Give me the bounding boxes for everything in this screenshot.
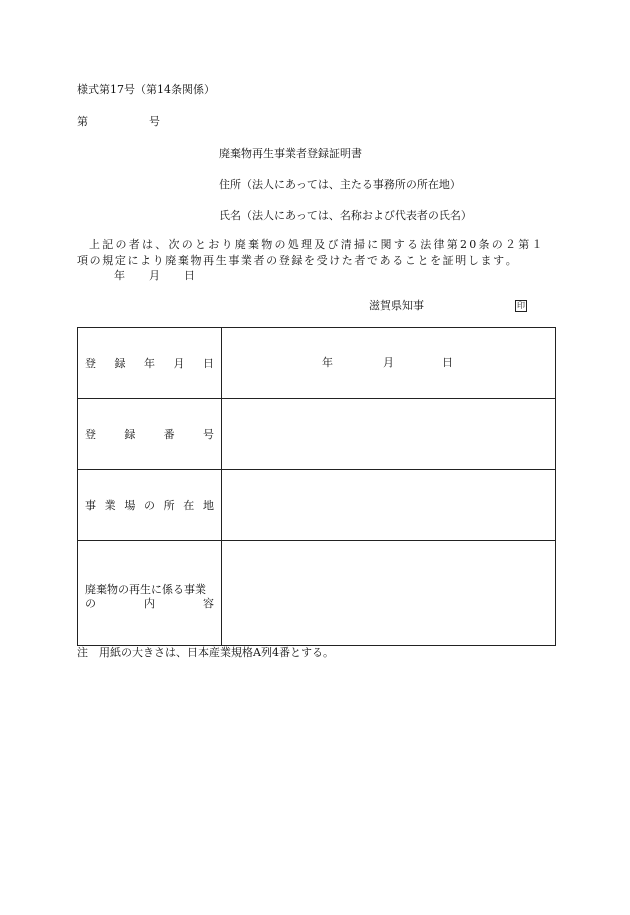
certification-line-2-char: し [467,254,479,267]
certification-line-2-char: を [430,254,442,267]
certification-line-1 [89,238,543,252]
business-location-label-char: 所 [163,499,175,512]
number-prefix: 第 [77,115,88,128]
seal-mark: 印 [517,301,525,310]
certification-line-1-char: 理 [301,238,312,251]
business-location-label-char: 場 [124,499,136,512]
certification-line-1-char: 掃 [354,238,365,251]
registration-date-year: 年 [322,356,333,369]
certification-line-2-char: の [266,254,278,267]
certification-line-2-char: 受 [316,254,328,267]
address-line: 住所（法人にあっては、主たる事務所の所在地） [219,178,461,191]
label-business-content [78,541,222,646]
certification-line-2-char: 明 [455,254,467,267]
label-registration-number [78,399,222,470]
certification-line-1-char: り [221,238,233,251]
business-location-label-char: 地 [202,499,214,512]
certification-line-2-char: 項 [77,254,88,267]
certification-line-2-char: 事 [228,254,240,267]
value-business-location [222,470,556,541]
certification-line-2-char: こ [404,254,416,267]
registration-date-label-char: 年 [144,357,155,370]
certification-line-1-char: 、 [155,238,167,251]
label-business-location [78,470,222,541]
certification-line-1-char: 0 [469,238,477,251]
certification-line-1-char: 関 [380,238,392,251]
certification-line-2-char: 再 [203,254,215,267]
value-registration-number [222,399,556,470]
business-content-label-line2-char: の [85,597,96,610]
registration-number-label-char: 録 [124,428,136,441]
certification-line-1-char: は [142,238,153,251]
registration-number-label-char: 号 [202,428,214,441]
number-suffix: 号 [149,115,160,128]
certification-line-2-char: に [127,254,139,267]
certification-line-1-char: 条 [478,238,490,251]
certification-line-1-char: 2 [460,238,467,251]
registration-date-label-char: 登 [85,357,96,370]
certification-line-1-char: の [181,238,193,251]
registration-date-label-char: 月 [173,357,185,370]
certification-line-2-char: 廃 [165,254,177,267]
certification-line-1-char: 第 [518,238,530,251]
certification-line-2-char: 者 [354,254,366,267]
certification-line-2-char: 者 [253,254,265,267]
certification-line-2-char: け [329,254,341,267]
certification-line-1-char: の [491,238,503,251]
certification-line-1-char: 及 [314,238,326,251]
certification-line-1-char: 律 [433,238,445,251]
certification-line-2-char: ま [480,254,492,267]
certification-line-2-char: 棄 [177,254,189,267]
certification-line-1-char: 上 [89,238,100,251]
registration-number-label-char: 番 [163,428,175,441]
certification-line-2-char: よ [140,254,152,267]
business-location-label-char: 事 [85,499,96,512]
certification-line-1-char: 者 [128,238,140,251]
registration-table [77,327,556,646]
certification-line-2-char: 。 [505,254,517,267]
business-location-label-char: の [143,499,155,512]
certification-line-1-char: 記 [102,238,114,251]
business-content-label-line1: 廃棄物の再生に係る事業 [85,583,206,596]
certification-line-2-char: で [367,254,379,267]
certification-line-2-char: る [392,254,404,267]
form-number: 様式第17号（第14条関係） [77,83,215,96]
table-row [78,470,556,541]
business-location-label-char: 在 [183,499,195,512]
registration-number-label-char: 登 [85,428,96,441]
certification-line-1-char: ２ [505,238,516,251]
certification-line-1-char: の [274,238,286,251]
certification-line-2-char: 規 [102,254,114,267]
value-registration-date [222,328,556,399]
table-row [78,328,556,399]
certification-line-2-char: 生 [215,254,227,267]
certification-line-2-char: の [89,254,101,267]
certification-line-2-char: と [417,254,429,267]
certification-line-1-char: １ [531,238,543,251]
certification-line-1-char: 廃 [234,238,246,251]
certification-line-2 [77,254,517,268]
certification-line-2-char: り [152,254,164,267]
issue-date-year: 年 [114,269,125,282]
certification-line-2-char: 録 [291,254,303,267]
certification-line-1-char: お [208,238,220,251]
certification-line-2-char: あ [379,254,391,267]
registration-date-day: 日 [442,356,453,369]
certification-line-1-char: と [195,238,206,251]
certification-line-1-char: す [393,238,405,251]
certification-line-1-char: 棄 [248,238,259,251]
certification-line-1-char: る [407,238,418,251]
certification-line-2-char: た [341,254,353,267]
certification-line-1-char: び [327,238,339,251]
certification-line-1-char: 物 [261,238,273,251]
certification-line-1-char: 法 [420,238,432,251]
certification-line-2-char: す [493,254,505,267]
certification-line-2-char: 定 [114,254,126,267]
certification-line-2-char: 証 [442,254,454,267]
registration-date-label-char: 日 [203,357,214,370]
document-title: 廃棄物再生事業者登録証明書 [219,147,362,160]
certification-line-2-char: 物 [190,254,202,267]
paper-size-note: 注 用紙の大きさは、日本産業規格A列4番とする。 [77,646,334,659]
business-content-label-line2-char: 内 [144,597,155,610]
certification-line-1-char: 次 [168,238,180,251]
label-registration-date [78,328,222,399]
table-row [78,541,556,646]
certification-line-2-char: 登 [278,254,290,267]
name-line: 氏名（法人にあっては、名称および代表者の氏名） [219,209,472,222]
value-business-content [222,541,556,646]
table-row [78,399,556,470]
certification-line-1-char: 処 [287,238,299,251]
business-content-label-line2-char: 容 [203,597,214,610]
certification-line-1-char: の [115,238,127,251]
certification-line-1-char: 第 [446,238,458,251]
issuer-title: 滋賀県知事 [369,299,424,312]
certification-line-2-char: 業 [240,254,252,267]
registration-date-month: 月 [383,356,394,369]
certification-line-1-char: に [367,238,379,251]
issue-date-month: 月 [149,269,160,282]
certification-line-1-char: 清 [340,238,352,251]
business-location-label-char: 業 [104,499,116,512]
issue-date-day: 日 [184,269,195,282]
registration-date-label-char: 録 [114,357,126,370]
certification-line-2-char: を [303,254,315,267]
